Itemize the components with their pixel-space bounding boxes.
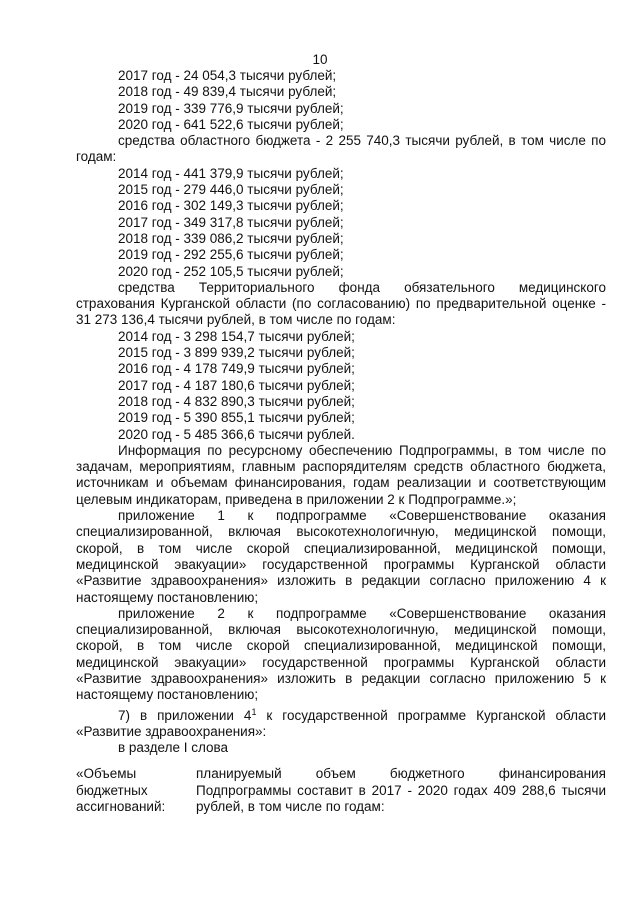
budget-table-value: планируемый объем бюджетного финансирования Подпрограммы составит в 2017 - 2020 годах 409 288,6 тысячи рублей, в том числе по годам: bbox=[196, 766, 606, 815]
funding-year-line: 2020 год - 252 105,5 тысячи рублей; bbox=[118, 263, 344, 279]
funding-year-line: 2020 год - 641 522,6 тысячи рублей; bbox=[118, 116, 344, 132]
resource-info-paragraph: Информация по ресурсному обеспечению Подпрограммы, в том числе по задачам, мероприятиям, главным распорядителям средств областного бюджета, источникам и объемам финансирования, годам реализации и соответствующим целевым индикаторам, приведена в приложении 2 к Подпрограмме.»; bbox=[76, 442, 606, 507]
page-number: 10 bbox=[312, 52, 328, 67]
funding-year-line: 2019 год - 339 776,9 тысячи рублей; bbox=[118, 100, 344, 116]
funding-year-line: 2018 год - 339 086,2 тысячи рублей; bbox=[118, 230, 344, 246]
regional-budget-paragraph: средства областного бюджета - 2 255 740,3 тысячи рублей, в том числе по годам: bbox=[76, 133, 606, 165]
funding-year-line: 2016 год - 302 149,3 тысячи рублей; bbox=[118, 198, 344, 214]
funding-year-line: 2019 год - 5 390 855,1 тысячи рублей; bbox=[118, 410, 355, 426]
tfoms-paragraph: средства Территориального фонда обязательного медицинского страхования Курганской области (по согласованию) по предварительной оценке - 31 273 136,4 тысячи рублей, в том числе по годам: bbox=[76, 279, 606, 328]
funding-year-line: 2016 год - 4 178 749,9 тысячи рублей; bbox=[118, 361, 355, 377]
appendix-2-paragraph: приложение 2 к подпрограмме «Совершенствование оказания специализированной, включая высокотехнологичную, медицинской помощи, скорой, в том числе скорой специализированной, медицинской помощи, медицинской эвакуации» государственной программы Курганской области «Развитие здравоохранения» изложить в редакции согласно приложению 5 к настоящему постановлению; bbox=[76, 605, 606, 703]
funding-years-block-3 bbox=[76, 329, 606, 443]
item-7-superscript: 1 bbox=[251, 706, 257, 717]
funding-year-line: 2017 год - 4 187 180,6 тысячи рублей; bbox=[118, 377, 355, 393]
budget-table-label: «Объемы бюджетных ассигнований: bbox=[76, 766, 166, 815]
item-7-text-end: к государственной программе Курганской области «Развитие здравоохранения»: bbox=[76, 707, 606, 739]
item-7-text-start: 7) в приложении 4 bbox=[118, 707, 252, 723]
document-body bbox=[76, 68, 606, 815]
funding-years-block-2 bbox=[76, 166, 606, 280]
budget-table-row bbox=[76, 766, 606, 815]
funding-year-line: 2020 год - 5 485 366,6 тысячи рублей. bbox=[118, 426, 355, 442]
funding-year-line: 2018 год - 4 832 890,3 тысячи рублей; bbox=[118, 393, 355, 409]
funding-year-line: 2017 год - 349 317,8 тысячи рублей; bbox=[118, 214, 344, 230]
funding-year-line: 2018 год - 49 839,4 тысячи рублей; bbox=[118, 84, 337, 100]
item-7-paragraph bbox=[76, 704, 606, 741]
funding-year-line: 2019 год - 292 255,6 тысячи рублей; bbox=[118, 247, 344, 263]
funding-year-line: 2015 год - 279 446,0 тысячи рублей; bbox=[118, 182, 344, 198]
funding-year-line: 2014 год - 441 379,9 тысячи рублей; bbox=[118, 165, 344, 181]
section-words-line: в разделе I слова bbox=[118, 740, 229, 756]
funding-year-line: 2017 год - 24 054,3 тысячи рублей; bbox=[118, 68, 337, 83]
appendix-1-paragraph: приложение 1 к подпрограмме «Совершенствование оказания специализированной, включая высокотехнологичную, медицинской помощи, скорой, в том числе скорой специализированной, медицинской помощи, медицинской эвакуации» государственной программы Курганской области «Развитие здравоохранения» изложить в редакции согласно приложению 4 к настоящему постановлению; bbox=[76, 508, 606, 605]
funding-year-line: 2014 год - 3 298 154,7 тысячи рублей; bbox=[118, 328, 355, 344]
funding-years-block-1 bbox=[76, 68, 606, 133]
funding-year-line: 2015 год - 3 899 939,2 тысячи рублей; bbox=[118, 345, 355, 361]
